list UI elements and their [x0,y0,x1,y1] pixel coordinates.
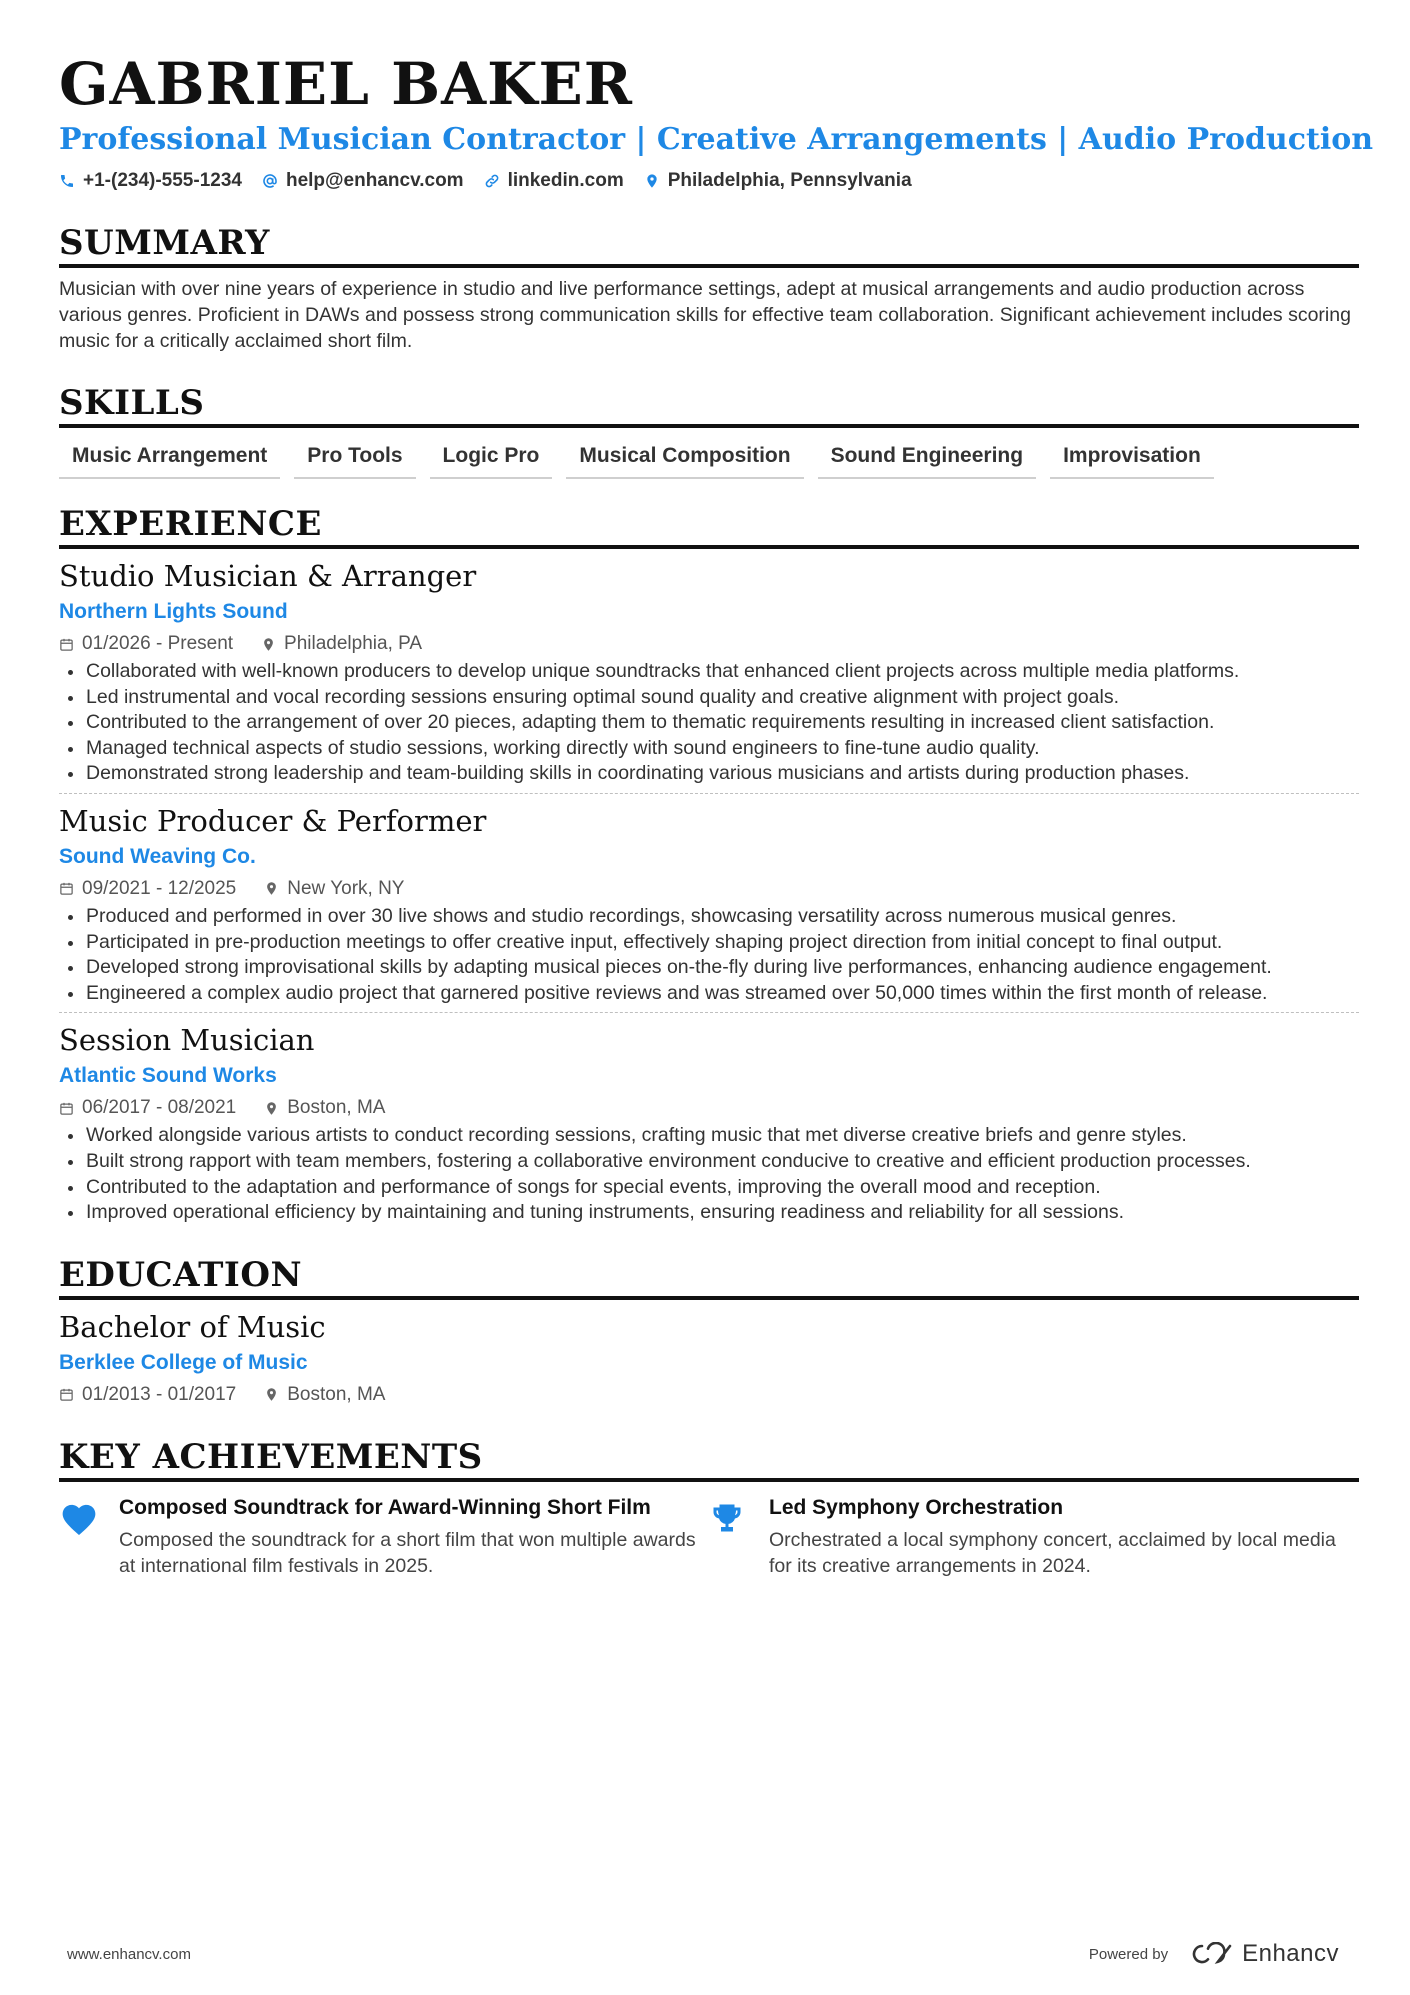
resume-page [59,50,1374,1579]
bullet-item: Participated in pre-production meetings to offer creative input, effectively shaping project direction from initial concept to final output. [59,930,1359,956]
bullet-item: Worked alongside various artists to conduct recording sessions, crafting music that met diverse creative briefs and genre styles. [59,1123,1359,1149]
bullet-item: Built strong rapport with team members, fostering a collaborative environment conducive to creative and efficient production processes. [59,1149,1359,1175]
achievements-list [59,1494,1359,1579]
powered-by [1089,1940,1339,1968]
company-name: Northern Lights Sound [59,600,288,623]
school-name: Berklee College of Music [59,1350,308,1374]
education-location [264,1382,385,1408]
job-bullets [59,659,1359,787]
location-icon [264,1387,279,1402]
bullet-item: Developed strong improvisational skills by adapting musical pieces on-the-fly during live performances, enhancing audience engagement. [59,955,1359,981]
location-icon [644,173,660,189]
education-location-text: Boston, MA [287,1383,386,1405]
summary-section [59,222,1359,354]
trophy-icon [709,1500,745,1536]
skills-list [59,442,1359,479]
contact-linkedin-text: linkedin.com [507,170,624,191]
location-icon [264,1101,279,1116]
achievement-item [709,1494,1359,1579]
achievement-desc: Orchestrated a local symphony concert, acclaimed by local media for its creative arrangements in 2024. [769,1528,1336,1577]
company-name: Sound Weaving Co. [59,844,256,868]
job-entry [59,1013,1359,1225]
job-location [261,631,422,657]
at-icon [262,173,278,189]
calendar-icon [59,881,74,896]
skills-heading: SKILLS [59,382,1359,428]
contact-phone-text: +1-(234)-555-1234 [83,170,242,191]
job-meta [59,631,1359,657]
education-section [59,1254,1359,1408]
skill-tag: Logic Pro [430,442,553,479]
education-meta [59,1382,1359,1408]
bullet-item: Contributed to the adaptation and performance of songs for special events, improving the overall mood and reception. [59,1175,1359,1201]
job-location-text: Boston, MA [287,1097,386,1119]
experience-section [59,503,1359,1226]
bullet-item: Led instrumental and vocal recording sessions ensuring optimal sound quality and creative alignment with project goals. [59,685,1359,711]
job-dates-text: 01/2026 - Present [82,633,234,654]
education-heading: EDUCATION [59,1254,1359,1300]
skill-tag: Sound Engineering [818,442,1037,479]
calendar-icon [59,1101,74,1116]
enhancv-logo-icon [1190,1942,1236,1966]
skill-tag: Musical Composition [566,442,803,479]
skill-tag: Pro Tools [294,442,415,479]
achievement-item [59,1494,709,1579]
achievement-desc: Composed the soundtrack for a short film that won multiple awards at international film festivals in 2025. [119,1528,696,1577]
bullet-item: Demonstrated strong leadership and team-building skills in coordinating various musicians and artists during production phases. [59,761,1359,787]
contact-location [644,170,912,192]
job-dates [59,631,233,657]
contact-phone[interactable] [59,170,242,192]
job-location-text: Philadelphia, PA [284,633,423,654]
calendar-icon [59,637,74,652]
bullet-item: Managed technical aspects of studio sessions, working directly with sound engineers to fine-tune audio quality. [59,736,1359,762]
location-icon [261,637,276,652]
job-title: Session Musician [59,1023,315,1058]
achievements-heading: KEY ACHIEVEMENTS [59,1436,1359,1482]
heart-icon [59,1500,99,1536]
achievement-title: Composed Soundtrack for Award-Winning Short Film [119,1495,651,1519]
job-title: Studio Musician & Arranger [59,559,477,593]
footer-website[interactable]: www.enhancv.com [67,1945,191,1963]
phone-icon [59,173,75,189]
brand-name: Enhancv [1242,1940,1339,1967]
job-bullets [59,904,1359,1006]
job-entry [59,794,1359,1013]
job-bullets [59,1123,1359,1225]
skills-section [59,382,1359,479]
bullet-item: Engineered a complex audio project that garnered positive reviews and was streamed over 50,000 times within the first month of release. [59,981,1359,1007]
summary-heading: SUMMARY [59,222,1359,268]
bullet-item: Improved operational efficiency by maintaining and tuning instruments, ensuring readiness and reliability for all sessions. [59,1200,1359,1226]
education-dates [59,1382,236,1408]
experience-heading: EXPERIENCE [59,503,1359,549]
job-title: Music Producer & Performer [59,803,487,838]
skill-tag: Music Arrangement [59,442,280,479]
job-entry [59,549,1359,794]
powered-by-label: Powered by [1088,1945,1169,1963]
bullet-item: Contributed to the arrangement of over 20 pieces, adapting them to thematic requirements resulting in increased client satisfaction. [59,710,1359,736]
contact-email[interactable] [262,170,464,192]
education-entry [59,1300,1359,1408]
candidate-name: GABRIEL BAKER [59,50,633,118]
achievements-section [59,1436,1359,1579]
location-icon [264,881,279,896]
contact-linkedin[interactable] [484,170,624,192]
calendar-icon [59,1387,74,1402]
headline: Professional Musician Contractor | Creative Arrangements | Audio Production [59,122,1374,157]
job-location [264,876,404,902]
job-location-text: New York, NY [287,877,405,899]
footer [67,1940,1339,1968]
contact-email-text: help@enhancv.com [285,170,464,191]
education-dates-text: 01/2013 - 01/2017 [82,1383,237,1405]
company-name: Atlantic Sound Works [59,1064,277,1088]
bullet-item: Produced and performed in over 30 live shows and studio recordings, showcasing versatility across numerous musical genres. [59,904,1359,930]
job-dates-text: 06/2017 - 08/2021 [82,1097,237,1119]
brand-logo[interactable] [1190,1940,1339,1968]
job-dates-text: 09/2021 - 12/2025 [82,877,237,899]
bullet-item: Collaborated with well-known producers to develop unique soundtracks that enhanced client projects across multiple media platforms. [59,659,1359,685]
job-location [264,1095,385,1121]
degree-title: Bachelor of Music [59,1309,326,1344]
contact-bar [59,170,1359,192]
job-meta [59,876,1359,902]
job-dates [59,1095,236,1121]
summary-text: Musician with over nine years of experience in studio and live performance settings, adept at musical arrangements and audio production across various genres. Proficient in DAWs and possess strong communication skills for effective team collaboration. Significant achievement includes scoring music for a critically acclaimed short film. [59,278,1351,352]
contact-location-text: Philadelphia, Pennsylvania [667,170,912,191]
job-meta [59,1095,1359,1121]
link-icon [484,173,500,189]
skill-tag: Improvisation [1050,442,1214,479]
achievement-title: Led Symphony Orchestration [769,1495,1064,1519]
job-dates [59,876,236,902]
